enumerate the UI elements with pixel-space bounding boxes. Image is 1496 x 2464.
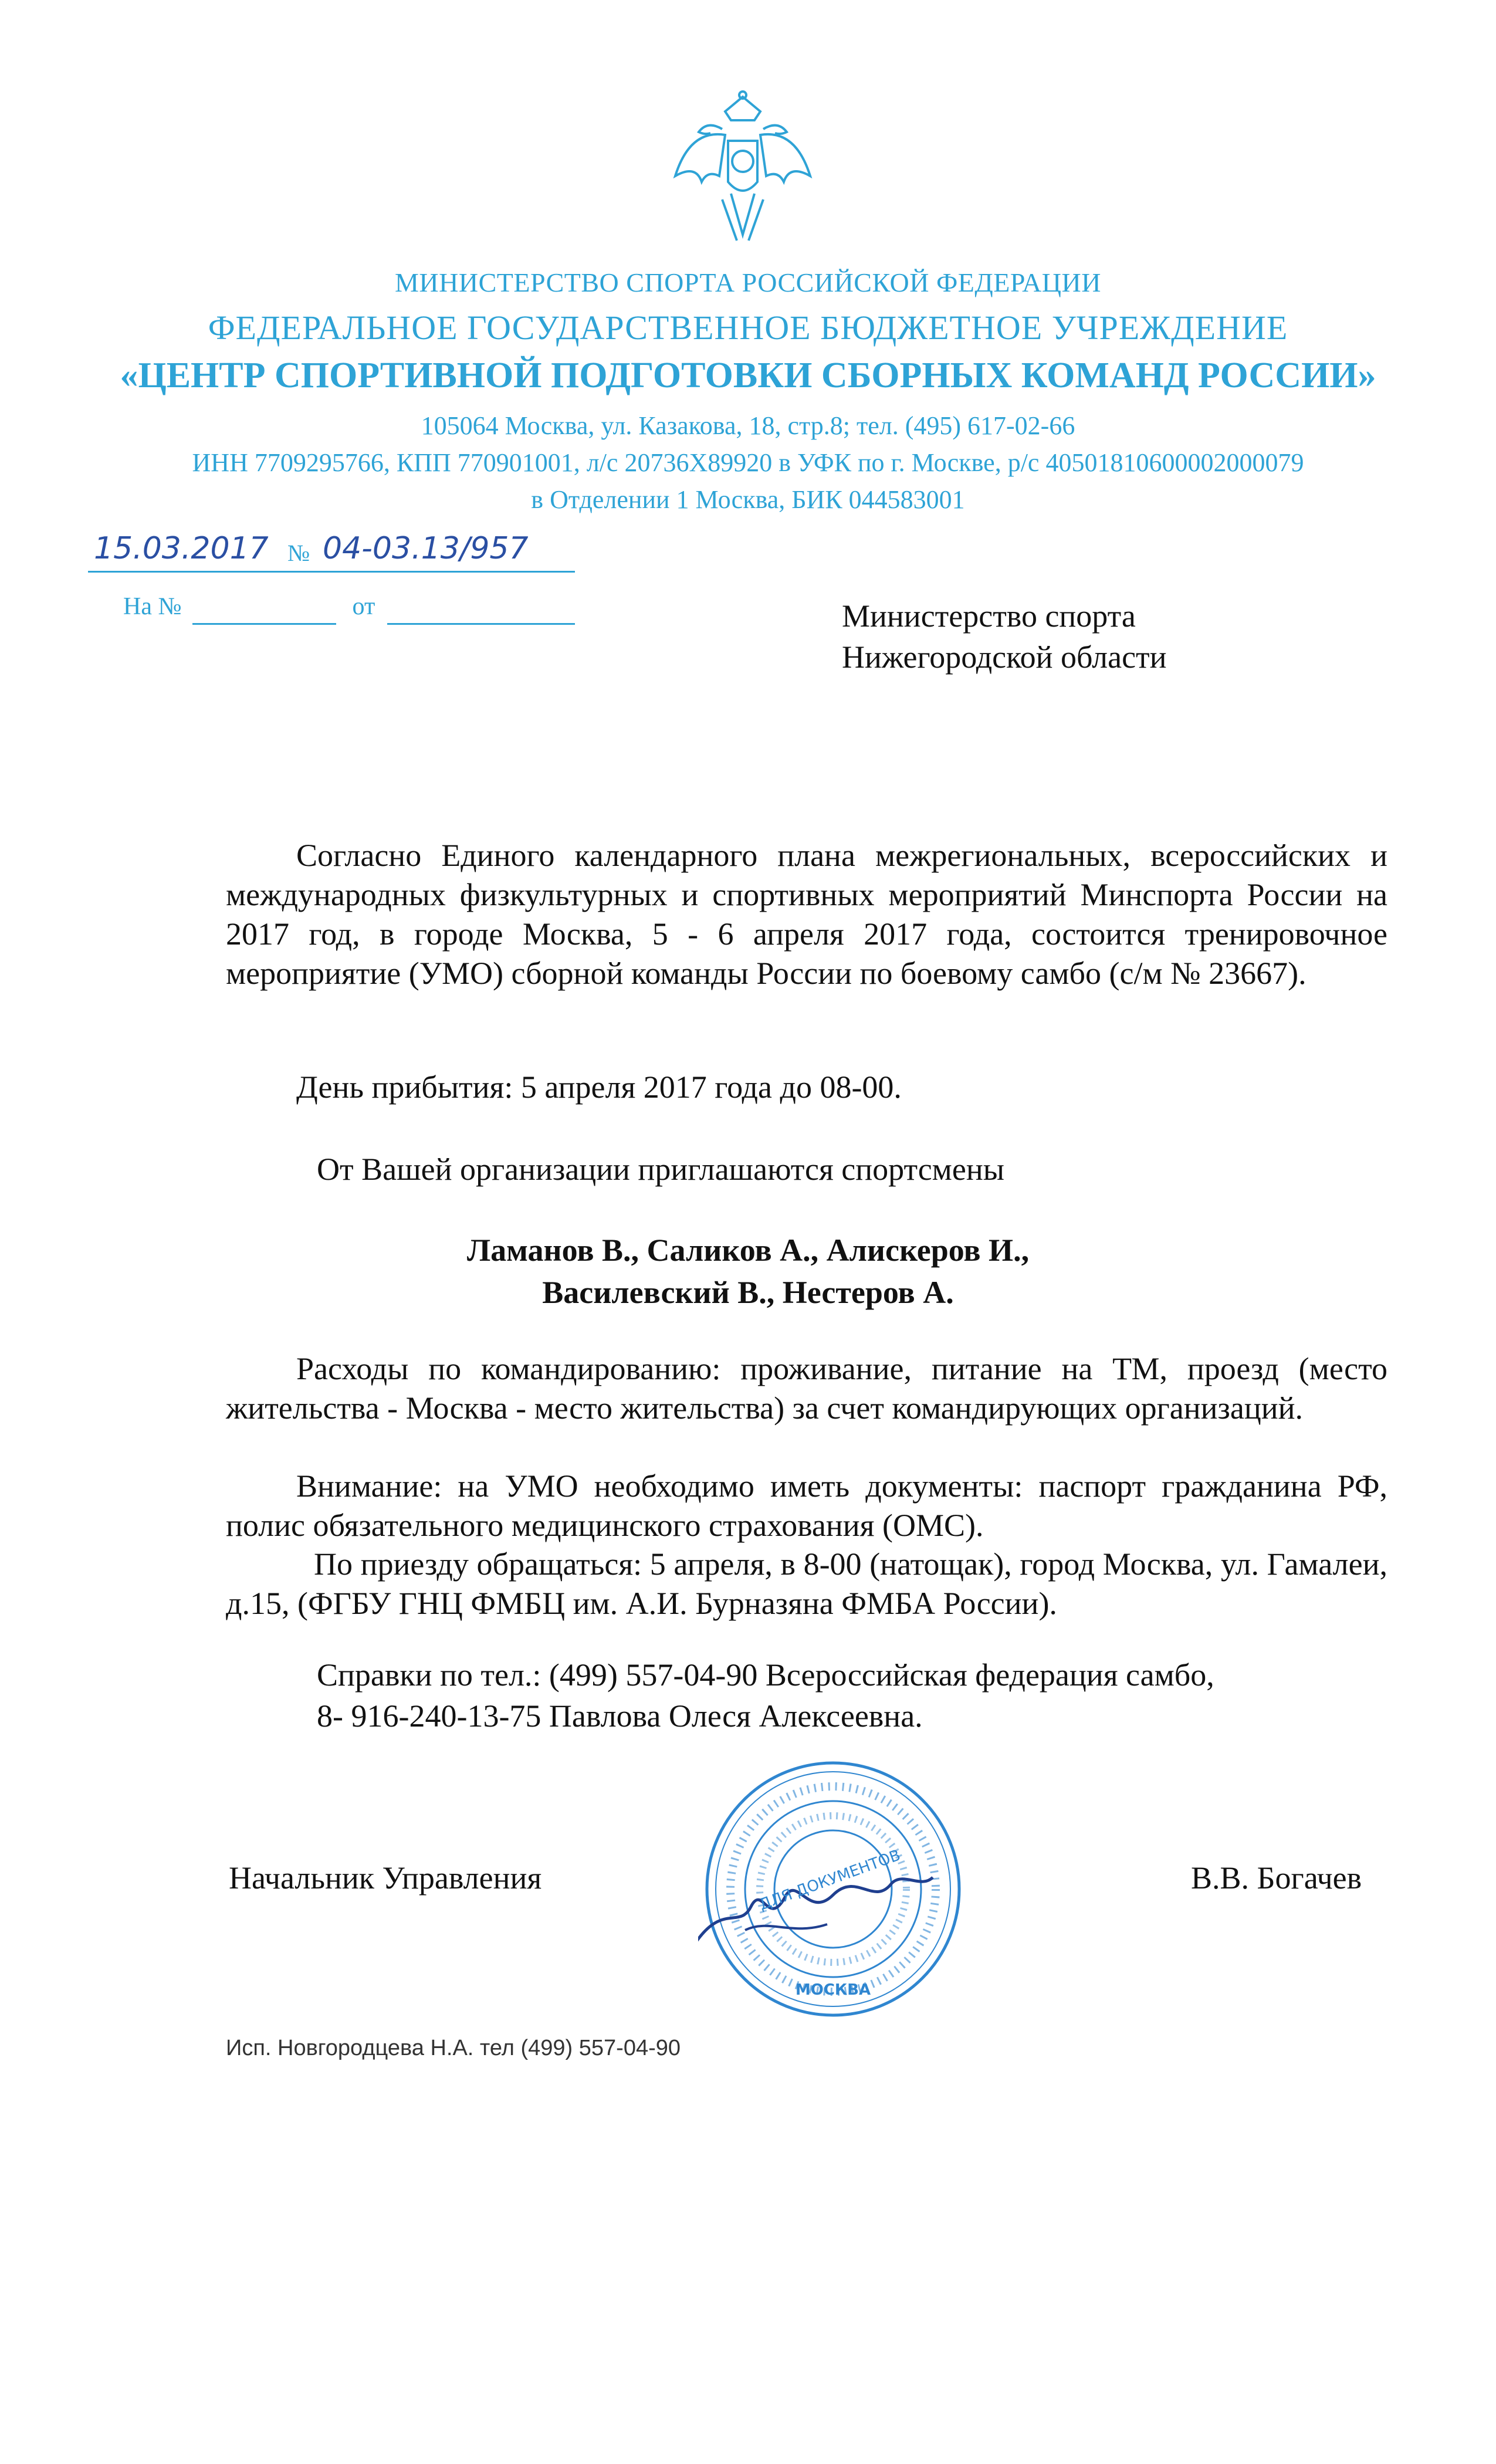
stamp-city-text: МОСКВА <box>795 1981 871 1999</box>
arrival-day: День прибытия: 5 апреля 2017 года до 08-00. <box>296 1069 902 1105</box>
institution-name: «ЦЕНТР СПОРТИВНОЙ ПОДГОТОВКИ СБОРНЫХ КОМАНД РОССИИ» <box>120 356 1376 395</box>
recipient-line-2: Нижегородской области <box>842 639 1167 675</box>
recipient-line-1: Министерство спорта <box>842 598 1136 634</box>
reference-date-blank <box>387 623 575 625</box>
athletes-list <box>0 1229 1496 1314</box>
info-line-2: 8- 916-240-13-75 Павлова Олеся Алексеевна. <box>317 1698 923 1734</box>
registration-underline <box>88 571 575 573</box>
signatory-title: Начальник Управления <box>229 1860 542 1896</box>
reference-number-blank <box>192 623 336 625</box>
address-line-2: ИНН 7709295766, КПП 770901001, л/с 20736Х89920 в УФК по г. Москве, р/с 40501810600002000079 <box>192 448 1304 477</box>
athletes-line-1: Ламанов В., Саликов А., Алискеров И., <box>466 1233 1030 1268</box>
recipient-block <box>842 595 1167 678</box>
registration-number-label: № <box>287 540 310 566</box>
registration-line <box>88 531 575 575</box>
attention-paragraph: Внимание: на УМО необходимо иметь документы: паспорт гражданина РФ, полис обязательного медицинского страхования (ОМС). <box>226 1468 1387 1543</box>
signatory-name: В.В. Богачев <box>1191 1860 1362 1896</box>
reference-number-label: На № <box>123 593 182 620</box>
ministry-title: МИНИСТЕРСТВО СПОРТА РОССИЙСКОЙ ФЕДЕРАЦИИ <box>395 268 1101 297</box>
address-line-3: в Отделении 1 Москва, БИК 044583001 <box>531 485 965 514</box>
reference-label <box>123 593 375 621</box>
registration-date: 15.03.2017 <box>94 531 269 566</box>
institution-type: ФЕДЕРАЛЬНОЕ ГОСУДАРСТВЕННОЕ БЮДЖЕТНОЕ УЧРЕЖДЕНИЕ <box>208 309 1288 347</box>
body-paragraph-1: Согласно Единого календарного плана межрегиональных, всероссийских и международных физкультурных и спортивных мероприятий Минспорта России на 2017 год, в городе Москва, 5 - 6 апреля 2017 года, состоится тренировочное мероприятие (УМО) сборной команды России по боевому самбо (с/м № 23667). <box>226 838 1387 991</box>
invited-athletes-intro: От Вашей организации приглашаются спортсмены <box>317 1152 1004 1187</box>
address-line-1: 105064 Москва, ул. Казакова, 18, стр.8; тел. (495) 617-02-66 <box>421 411 1075 440</box>
registration-number: 04-03.13/957 <box>323 531 529 566</box>
stamp-inner-text: ДЛЯ ДОКУМЕНТОВ <box>757 1846 903 1914</box>
executor-line: Исп. Новгородцева Н.А. тел (499) 557-04-90 <box>226 2036 681 2060</box>
double-headed-eagle-icon <box>666 88 819 264</box>
expenses-paragraph: Расходы по командированию: проживание, питание на ТМ, проезд (место жительства - Москва - место жительства) за счет командирующих организаций. <box>226 1351 1387 1426</box>
info-contacts <box>317 1654 1214 1737</box>
round-seal-icon <box>698 1754 968 2024</box>
arrival-contact-paragraph: По приезду обращаться: 5 апреля, в 8-00 (натощак), город Москва, ул. Гамалеи, д.15, (ФГБУ ГНЦ ФМБЦ им. А.И. Бурназяна ФМБА России). <box>226 1546 1387 1621</box>
info-line-1: Справки по тел.: (499) 557-04-90 Всероссийская федерация самбо, <box>317 1657 1214 1693</box>
reference-from-label: от <box>352 593 375 620</box>
athletes-line-2: Василевский В., Нестеров А. <box>542 1275 954 1310</box>
